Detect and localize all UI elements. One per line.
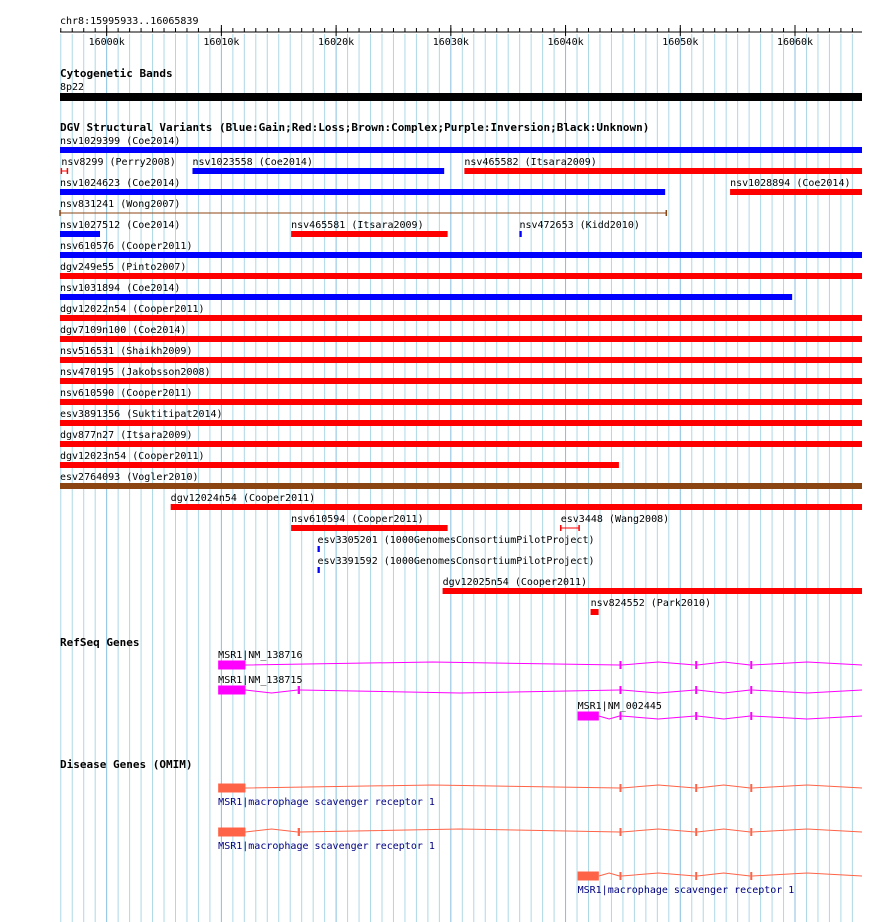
omim-disease-genes-track: [60, 758, 862, 896]
dgv-variant-bar[interactable]: [318, 546, 320, 552]
exon-block[interactable]: [695, 661, 697, 669]
dgv-variant-bar[interactable]: [519, 231, 521, 237]
dgv-variant-bar[interactable]: [60, 231, 100, 237]
exon-block[interactable]: [695, 872, 697, 880]
dgv-variant-label: esv2764093 (Vogler2010): [60, 472, 199, 483]
omim-gene-link[interactable]: MSR1|macrophage scavenger receptor 1: [218, 841, 435, 852]
exon-block[interactable]: [750, 784, 752, 792]
dgv-variant-bar[interactable]: [730, 189, 862, 195]
dgv-variant-bar[interactable]: [60, 147, 862, 153]
gene-label: MSR1|NM_138716: [218, 650, 303, 661]
exon-block[interactable]: [619, 872, 621, 880]
dgv-variant-label: nsv1024623 (Coe2014): [60, 178, 181, 189]
dgv-variant-nsv1023558[interactable]: [192, 157, 444, 174]
omim-gene-link[interactable]: MSR1|macrophage scavenger receptor 1: [577, 885, 795, 896]
exon-block[interactable]: [619, 686, 621, 694]
ruler-track: [60, 16, 862, 48]
ruler-ticks: [61, 25, 853, 48]
refseq-transcript[interactable]: [218, 675, 862, 695]
dgv-variant-bar[interactable]: [60, 336, 862, 342]
dgv-variant-bar[interactable]: [60, 378, 862, 384]
exon-block[interactable]: [695, 712, 697, 720]
dgv-variant-bar[interactable]: [291, 525, 447, 531]
dgv-variant-label: nsv465581 (Itsara2009): [291, 220, 424, 231]
dgv-variant-nsv516531[interactable]: [60, 346, 862, 363]
dgv-variant-label: dgv249e55 (Pinto2007): [60, 262, 187, 273]
exon-block[interactable]: [750, 712, 752, 720]
dgv-variant-bar[interactable]: [464, 168, 862, 174]
exon-block[interactable]: [578, 712, 599, 721]
exon-block[interactable]: [750, 828, 752, 836]
dgv-variant-label: nsv1031894 (Coe2014): [60, 283, 181, 294]
dgv-variant-bar[interactable]: [60, 462, 619, 468]
dgv-variant-bar[interactable]: [60, 294, 792, 300]
dgv-variant-bar[interactable]: [60, 273, 862, 279]
dgv-variant-label: nsv1027512 (Coe2014): [60, 220, 181, 231]
gene-label: MSR1|NM_002445: [577, 701, 662, 712]
cytogenetic-bands-track[interactable]: [60, 67, 862, 101]
refseq-transcript[interactable]: [578, 701, 862, 721]
dgv-variant-bar[interactable]: [171, 504, 862, 510]
exon-block[interactable]: [750, 661, 752, 669]
dgv-variant-label: nsv516531 (Shaikh2009): [60, 346, 193, 357]
ruler-tick-label: 16040k: [547, 37, 584, 48]
dgv-variant-nsv1028894[interactable]: [730, 178, 862, 195]
intron-line: [599, 873, 620, 876]
intron-line: [697, 873, 750, 876]
intron-line: [697, 690, 750, 693]
dgv-variant-label: dgv877n27 (Itsara2009): [60, 430, 193, 441]
dgv-variant-label: esv3448 (Wang2008): [560, 514, 670, 525]
intron-line: [752, 829, 862, 832]
exon-block[interactable]: [218, 686, 245, 695]
dgv-variant-label: dgv7109n100 (Coe2014): [60, 325, 187, 336]
dgv-variant-bar[interactable]: [318, 567, 320, 573]
dgv-variant-dgv7109n100[interactable]: [60, 325, 862, 342]
dgv-variant-bar[interactable]: [443, 588, 862, 594]
ruler-tick-label: 16030k: [432, 37, 469, 48]
dgv-variant-nsv610576[interactable]: [60, 241, 862, 258]
exon-block[interactable]: [619, 828, 621, 836]
dgv-variant-label: dgv12023n54 (Cooper2011): [60, 451, 205, 462]
ruler-tick-label: 16060k: [776, 37, 814, 48]
dgv-variant-label: dgv12025n54 (Cooper2011): [442, 577, 588, 588]
dgv-variant-dgv12024n54[interactable]: [171, 493, 862, 510]
intron-line: [752, 873, 862, 876]
dgv-variant-bar[interactable]: [291, 231, 447, 237]
intron-line: [697, 829, 750, 832]
dgv-variant-label: nsv1023558 (Coe2014): [192, 157, 313, 168]
dgv-variant-bar[interactable]: [591, 609, 599, 615]
dgv-variant-label: nsv8299 (Perry2008): [61, 157, 176, 168]
intron-line: [752, 662, 862, 665]
dgv-variant-label: nsv465582 (Itsara2009): [464, 157, 597, 168]
dgv-variant-nsv610590[interactable]: [60, 388, 862, 405]
dgv-variant-label: esv3305201 (1000GenomesConsortiumPilotProject): [317, 535, 595, 546]
dgv-variant-nsv1031894[interactable]: [60, 283, 792, 300]
dgv-variant-label: nsv1029399 (Coe2014): [60, 136, 181, 147]
omim-gene[interactable]: [218, 828, 862, 853]
dgv-variant-nsv465582[interactable]: [464, 157, 862, 174]
intron-line: [621, 662, 695, 665]
track-title-dgv: DGV Structural Variants (Blue:Gain;Red:Loss;Brown:Complex;Purple:Inversion;Black:Unknown): [60, 121, 650, 134]
intron-line: [621, 690, 695, 693]
ruler-tick-label: 16000k: [88, 37, 125, 48]
refseq-features: [218, 650, 862, 721]
region-label: chr8:15995933..16065839: [60, 16, 199, 27]
exon-block[interactable]: [695, 784, 697, 792]
intron-line: [621, 716, 695, 719]
dgv-variant-bar[interactable]: [60, 315, 862, 321]
exon-block[interactable]: [298, 828, 300, 836]
intron-line: [621, 785, 695, 788]
dgv-variant-nsv610594[interactable]: [291, 514, 447, 531]
ruler-tick-label: 16050k: [662, 37, 699, 48]
ruler-tick-label: 16020k: [318, 37, 355, 48]
omim-gene[interactable]: [578, 872, 862, 897]
track-title-refseq: RefSeq Genes: [60, 636, 140, 649]
exon-block[interactable]: [298, 686, 300, 694]
dgv-variant-label: nsv610590 (Cooper2011): [60, 388, 193, 399]
dgv-variant-nsv1027512[interactable]: [60, 220, 180, 237]
exon-block[interactable]: [619, 784, 621, 792]
dgv-variant-dgv249e55[interactable]: [60, 262, 862, 279]
dgv-variant-nsv470195[interactable]: [60, 367, 862, 384]
exon-block[interactable]: [218, 784, 245, 793]
dgv-variant-bar[interactable]: [60, 399, 862, 405]
dgv-variant-bar[interactable]: [60, 420, 862, 426]
gene-label: MSR1|NM_138715: [218, 675, 303, 686]
dgv-variant-label: nsv610576 (Cooper2011): [60, 241, 193, 252]
dgv-variant-nsv472653[interactable]: [519, 220, 639, 237]
refseq-genes-track: [60, 636, 862, 721]
exon-block[interactable]: [750, 872, 752, 880]
dgv-variant-bar[interactable]: [60, 441, 862, 447]
dgv-variant-label: nsv610594 (Cooper2011): [291, 514, 424, 525]
exon-block[interactable]: [695, 828, 697, 836]
cytoband-bar[interactable]: [60, 93, 862, 101]
exon-block[interactable]: [218, 828, 245, 837]
dgv-variant-bar[interactable]: [192, 168, 444, 174]
dgv-variant-label: esv3891356 (Suktitipat2014): [60, 409, 223, 420]
refseq-transcript[interactable]: [218, 650, 862, 670]
intron-line: [621, 829, 695, 832]
intron-line: [697, 662, 750, 665]
omim-gene-link[interactable]: MSR1|macrophage scavenger receptor 1: [218, 797, 435, 808]
dgv-structural-variants-track: [60, 121, 862, 615]
track-title-omim: Disease Genes (OMIM): [60, 758, 193, 771]
dgv-variant-esv2764093[interactable]: [60, 472, 862, 489]
omim-features: [218, 784, 862, 897]
dgv-variant-label: dgv12022n54 (Cooper2011): [60, 304, 205, 315]
dgv-variant-label: nsv472653 (Kidd2010): [519, 220, 640, 231]
dgv-variant-label: nsv824552 (Park2010): [590, 598, 712, 609]
exon-block[interactable]: [619, 712, 621, 720]
intron-line: [697, 716, 750, 719]
exon-block[interactable]: [218, 661, 245, 670]
intron-line: [752, 690, 862, 693]
intron-line: [752, 785, 862, 788]
exon-block[interactable]: [619, 661, 621, 669]
dgv-variant-dgv877n27[interactable]: [60, 430, 862, 447]
dgv-variant-esv3891356[interactable]: [60, 409, 862, 426]
exon-block[interactable]: [695, 686, 697, 694]
dgv-variant-bar[interactable]: [60, 252, 862, 258]
dgv-variant-bar[interactable]: [60, 483, 862, 489]
ruler-tick-label: 16010k: [203, 37, 240, 48]
dgv-variant-nsv824552[interactable]: [591, 598, 711, 615]
dgv-variant-label: dgv12024n54 (Cooper2011): [170, 493, 316, 504]
dgv-variant-label: nsv1028894 (Coe2014): [730, 178, 851, 189]
dgv-variant-label: nsv470195 (Jakobsson2008): [60, 367, 211, 378]
dgv-variant-bar[interactable]: [60, 357, 862, 363]
exon-block[interactable]: [750, 686, 752, 694]
intron-line: [599, 716, 620, 719]
dgv-features: [60, 136, 862, 615]
dgv-variant-esv3448[interactable]: [561, 514, 669, 531]
dgv-variant-nsv1029399[interactable]: [60, 136, 862, 153]
track-title-cytogenetic: Cytogenetic Bands: [60, 67, 173, 80]
exon-block[interactable]: [578, 872, 599, 881]
band-label: 8p22: [60, 82, 85, 93]
dgv-variant-nsv465581[interactable]: [291, 220, 447, 237]
intron-line: [621, 873, 695, 876]
dgv-variant-label: esv3391592 (1000GenomesConsortiumPilotProject): [317, 556, 595, 567]
dgv-variant-label: nsv831241 (Wong2007): [60, 199, 181, 210]
dgv-variant-bar[interactable]: [60, 189, 665, 195]
omim-gene[interactable]: [218, 784, 862, 809]
dgv-variant-nsv831241[interactable]: [60, 199, 666, 216]
dgv-variant-dgv12023n54[interactable]: [60, 451, 619, 468]
dgv-variant-nsv1024623[interactable]: [60, 178, 665, 195]
dgv-variant-dgv12022n54[interactable]: [60, 304, 862, 321]
dgv-variant-dgv12025n54[interactable]: [443, 577, 862, 594]
intron-line: [697, 785, 750, 788]
intron-line: [752, 716, 862, 719]
